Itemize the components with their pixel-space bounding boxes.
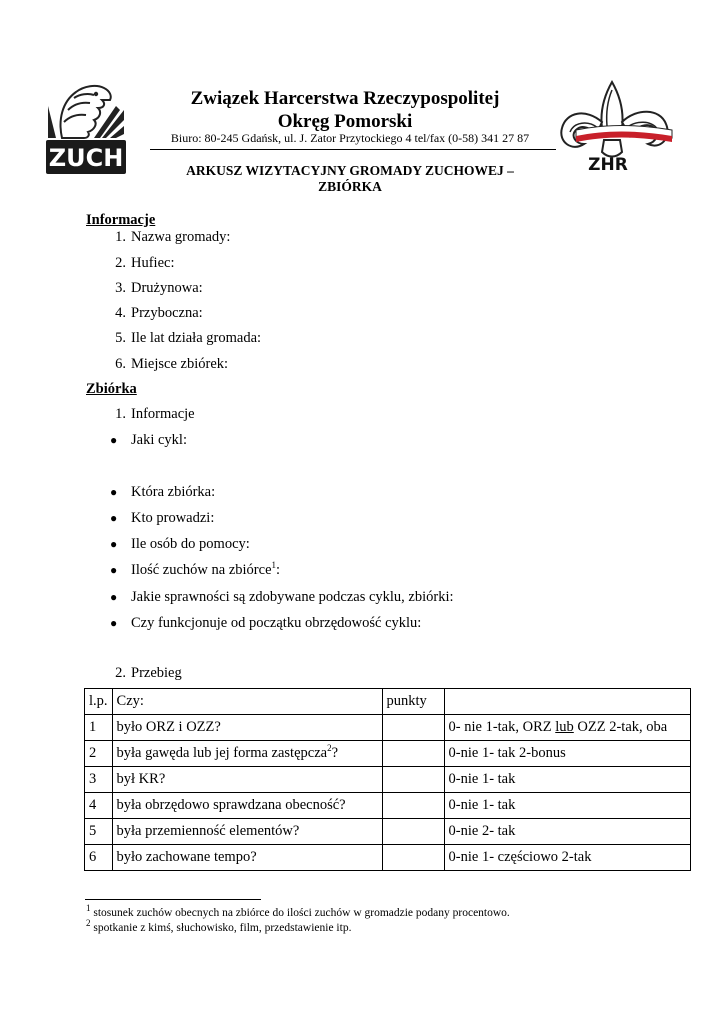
- bullet-icon: ●: [110, 433, 118, 447]
- bullet-icon: ●: [110, 537, 118, 551]
- points-cell[interactable]: [382, 767, 444, 793]
- region-name: Okręg Pomorski: [277, 111, 413, 132]
- organization-name: Związek Harcerstwa Rzeczypospolitej: [190, 88, 500, 109]
- points-cell[interactable]: [382, 715, 444, 741]
- header-scoring: [444, 689, 690, 715]
- header-divider: [150, 149, 556, 150]
- header-points: punkty: [382, 689, 444, 715]
- office-address: Biuro: 80-245 Gdańsk, ul. J. Zator Przytockiego 4 tel/fax (0-58) 341 27 87: [170, 131, 530, 145]
- section-heading-informacje: Informacje: [86, 212, 156, 228]
- zuch-logo: [44, 80, 128, 176]
- table-row: 5 była przemienność elementów? 0-nie 2- tak: [85, 819, 691, 845]
- table-row: 4 była obrzędowo sprawdzana obecność? 0-nie 1- tak: [85, 793, 691, 819]
- zhr-logo: [556, 78, 678, 178]
- footnote-divider: [85, 899, 261, 900]
- points-cell[interactable]: [382, 793, 444, 819]
- table-row: 1 było ORZ i OZZ? 0- nie 1-tak, ORZ lub OZZ 2-tak, oba: [85, 715, 691, 741]
- zhr-logo-text: ZHR: [588, 155, 628, 175]
- points-cell[interactable]: [382, 845, 444, 871]
- bullet-icon: ●: [110, 511, 118, 525]
- table-header-row: [85, 689, 691, 715]
- fleur-de-lis-icon: [556, 78, 678, 178]
- table-row: 6 było zachowane tempo? 0-nie 1- częściowo 2-tak: [85, 845, 691, 871]
- points-cell[interactable]: [382, 741, 444, 767]
- bullet-icon: ●: [110, 590, 118, 604]
- footnote-ref: 1: [271, 560, 277, 571]
- points-cell[interactable]: [382, 819, 444, 845]
- eagle-logo-icon: [44, 80, 128, 176]
- document-title-line1: ARKUSZ WIZYTACYJNY GROMADY ZUCHOWEJ –: [186, 163, 514, 178]
- section-heading-zbiorka: Zbiórka: [86, 381, 137, 397]
- score-table: [84, 688, 691, 871]
- bullet-icon: ●: [110, 563, 118, 577]
- bullet-icon: ●: [110, 616, 118, 630]
- table-row: 2 była gawęda lub jej forma zastępcza$^2$? 0-nie 1- tak 2-bonus: [85, 741, 691, 767]
- zuch-logo-text: ZUCH: [48, 144, 124, 172]
- bullet-icon: ●: [110, 485, 118, 499]
- header-lp: l.p.: [85, 689, 113, 715]
- footnote-1: $^1$ stosunek zuchów obecnych na zbiórce do ilości zuchów w gromadzie podany procentowo.: [86, 903, 510, 919]
- document-title-line2: ZBIÓRKA: [318, 179, 382, 194]
- footnote-2: $^2$ spotkanie z kimś, słuchowisko, film, przedstawienie itp.: [86, 918, 352, 934]
- table-row: 3 był KR? 0-nie 1- tak: [85, 767, 691, 793]
- header-question: Czy:: [112, 689, 382, 715]
